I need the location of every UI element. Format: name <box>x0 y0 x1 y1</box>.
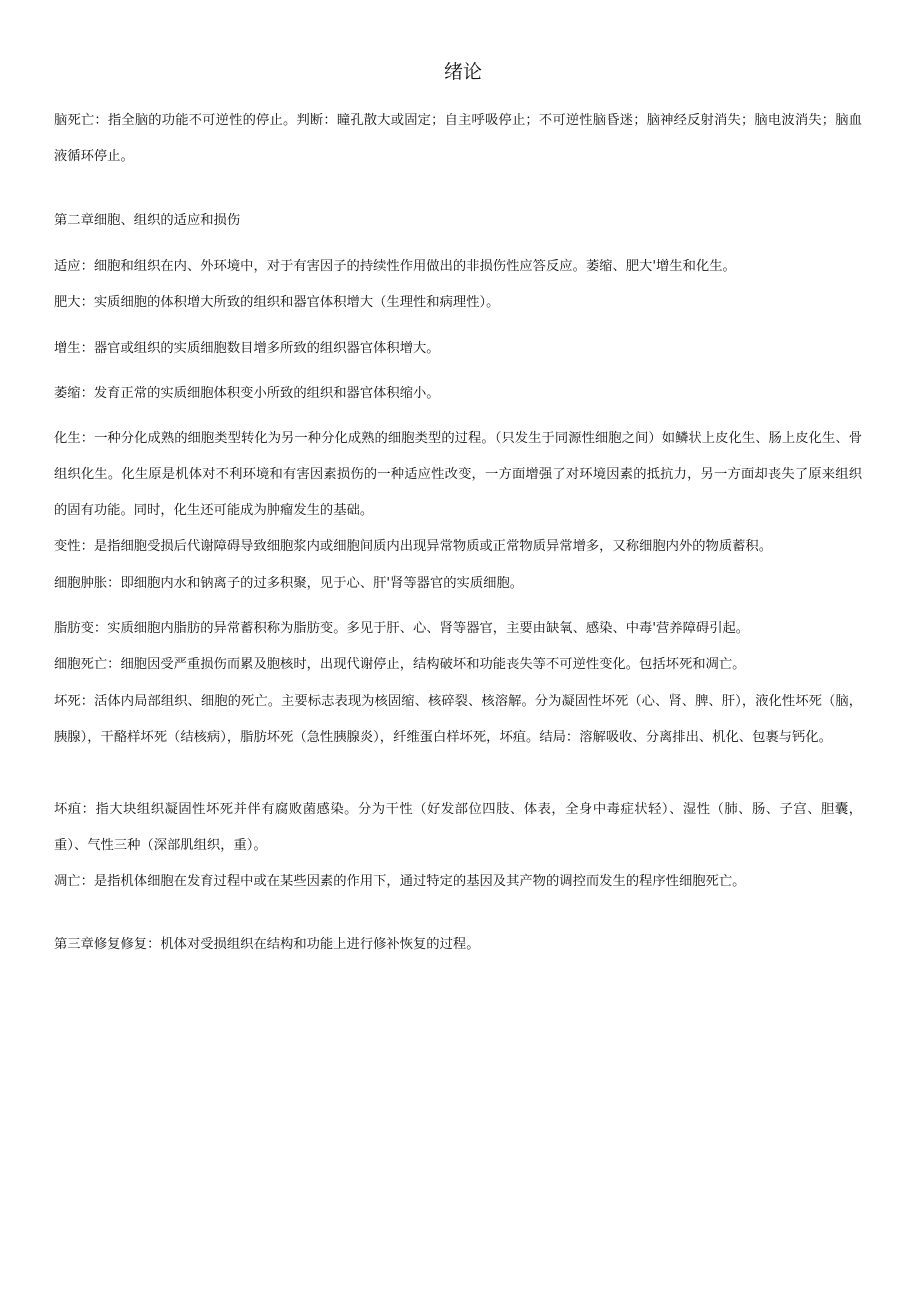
paragraph-hyperplasia: 增生：器官或组织的实质细胞数目增多所致的组织器官体积增大。 <box>54 341 440 356</box>
paragraph-necrosis: 坏死：活体内局部组织、细胞的死亡。主要标志表现为核固缩、核碎裂、核溶解。分为凝固性坏死（心、肾、脾、肝），液化性坏死（脑，胰腺），干酪样坏死（结核病），脂肪坏死（急性胰腺炎），纤维蛋白样坏死，坏疽。结局：溶解吸收、分离排出、机化、包裹与钙化。 <box>54 694 862 745</box>
paragraph-apoptosis: 凋亡：是指机体细胞在发育过程中或在某些因素的作用下，通过特定的基因及其产物的调控而发生的程序性细胞死亡。 <box>54 874 746 889</box>
paragraph-metaplasia: 化生：一种分化成熟的细胞类型转化为另一种分化成熟的细胞类型的过程。（只发生于同源性细胞之间）如鳞状上皮化生、肠上皮化生、骨组织化生。化生原是机体对不利环境和有害因素损伤的一种适应性改变，一方面增强了对环境因素的抵抗力，另一方面却丧失了原来组织的固有功能。同时，化生还可能成为肿瘤发生的基础。 <box>54 431 862 518</box>
paragraph-brain-death: 脑死亡：指全脑的功能不可逆性的停止。判断：瞳孔散大或固定；自主呼吸停止；不可逆性脑昏迷；脑神经反射消失；脑电波消失；脑血液循环停止。 <box>54 113 862 164</box>
paragraph-degeneration: 变性：是指细胞受损后代谢障碍导致细胞浆内或细胞间质内出现异常物质或正常物质异常增多，又称细胞内外的物质蓄积。 <box>54 539 773 554</box>
paragraph-hypertrophy: 肥大：实质细胞的体积增大所致的组织和器官体积增大（生理性和病理性）。 <box>54 295 500 310</box>
paragraph-atrophy: 萎缩：发育正常的实质细胞体积变小所致的组织和器官体积缩小。 <box>54 386 440 401</box>
paragraph-cell-death: 细胞死亡：细胞因受严重损伤而累及胞核时，出现代谢停止，结构破坏和功能丧失等不可逆性变化。包括坏死和凋亡。 <box>54 657 746 672</box>
paragraph-cell-swelling: 细胞肿胀：即细胞内水和钠离子的过多积聚，见于心、肝'肾等器官的实质细胞。 <box>54 576 524 591</box>
paragraph-fatty-change: 脂肪变：实质细胞内脂肪的异常蓄积称为脂肪变。多见于肝、心、肾等器官，主要由缺氧、感染、中毒'营养障碍引起。 <box>54 621 750 636</box>
paragraph-gangrene: 坏疽：指大块组织凝固性坏死并伴有腐败菌感染。分为干性（好发部位四肢、体表，全身中毒症状轻）、湿性（肺、肠、子宫、胆囊，重）、气性三种（深部肌组织，重）。 <box>54 802 862 853</box>
paragraph-adaptation: 适应：细胞和组织在内、外环境中，对于有害因子的持续性作用做出的非损伤性应答反应。萎缩、肥大'增生和化生。 <box>54 259 736 274</box>
chapter-2-heading: 第二章细胞、组织的适应和损伤 <box>54 213 241 228</box>
paragraph-chapter-3-repair: 第三章修复修复：机体对受损组织在结构和功能上进行修补恢复的过程。 <box>54 937 480 952</box>
page-title: 绪论 <box>443 61 482 83</box>
